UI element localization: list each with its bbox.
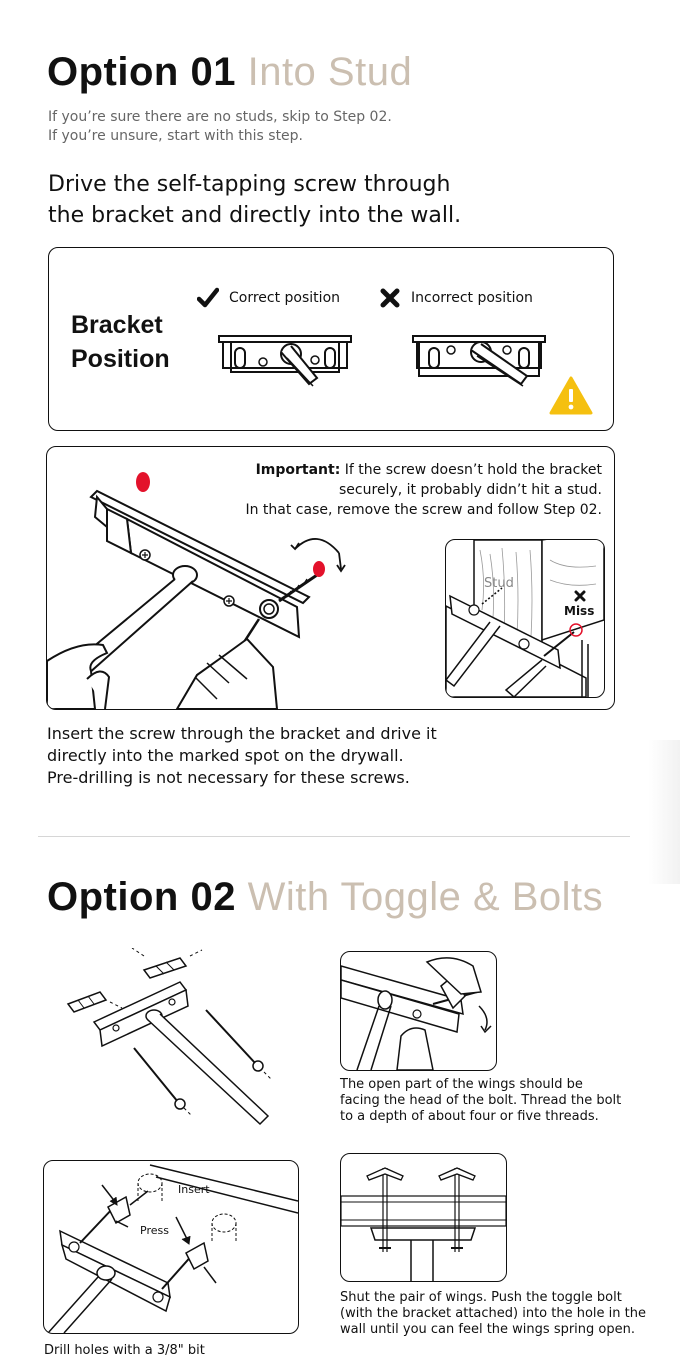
insert-press-panel (43, 1160, 299, 1334)
option1-title (47, 50, 412, 95)
option1-body (47, 723, 437, 789)
important-note (245, 460, 602, 520)
option1-body-line1: Insert the screw through the bracket and drive it (47, 724, 437, 743)
stud-label: Stud (484, 576, 514, 591)
insert-label: Insert (178, 1183, 210, 1196)
option1-lead-line2: the bracket and directly into the wall. (48, 203, 462, 228)
important-note-line2: securely, it probably didn’t hit a stud. (339, 482, 602, 498)
bracket-position-label-line1: Bracket (71, 311, 163, 339)
wings-spring-caption (340, 1290, 646, 1338)
drywall-mark-top (136, 472, 150, 492)
option1-title-light: Into Stud (247, 50, 413, 94)
drywall-mark-screw (313, 561, 325, 577)
press-label: Press (140, 1224, 169, 1237)
correct-bracket-illustration (217, 332, 353, 388)
incorrect-position-legend (379, 287, 533, 309)
wings-spring-panel (340, 1153, 507, 1282)
incorrect-position-label: Incorrect position (411, 290, 533, 306)
important-note-line1-text: If the screw doesn’t hold the bracket (340, 462, 602, 478)
wing-threading-caption-line1: The open part of the wings should be (340, 1077, 583, 1092)
wings-spring-caption-line3: wall until you can feel the wings spring open. (340, 1322, 635, 1337)
option1-note (48, 108, 392, 146)
warning-icon (549, 376, 593, 416)
drill-holes-caption-cut: Drill holes with a 3/8" bit (44, 1343, 205, 1358)
correct-position-legend (197, 287, 340, 309)
wings-spring-caption-line1: Shut the pair of wings. Push the toggle bolt (340, 1290, 622, 1305)
correct-position-label: Correct position (229, 290, 341, 306)
miss-label: Miss (564, 604, 595, 618)
miss-cross-icon (574, 590, 586, 602)
option2-title (47, 875, 603, 920)
option1-lead-line1: Drive the self-tapping screw through (48, 172, 451, 197)
option1-note-line2: If you’re unsure, start with this step. (48, 128, 304, 144)
bracket-position-box (48, 247, 614, 431)
bracket-position-label-line2: Position (71, 345, 170, 373)
stud-miss-inset (445, 539, 605, 698)
exploded-parts-illustration (60, 948, 290, 1148)
cross-icon (379, 287, 401, 309)
option1-title-bold: Option 01 (47, 50, 236, 94)
checkmark-icon (197, 287, 219, 309)
option1-body-line3: Pre-drilling is not necessary for these screws. (47, 768, 410, 787)
wing-threading-caption-line3: to a depth of about four or five threads. (340, 1109, 599, 1124)
wing-threading-caption-line2: facing the head of the bolt. Thread the bolt (340, 1093, 622, 1108)
important-label: Important: (255, 462, 341, 478)
wing-threading-panel (340, 951, 497, 1071)
wings-spring-caption-line2: (with the bracket attached) into the hole in the (340, 1306, 646, 1321)
section-divider (38, 836, 630, 837)
edge-shadow (648, 740, 680, 884)
option1-note-line1: If you’re sure there are no studs, skip to Step 02. (48, 109, 392, 125)
bracket-position-label (71, 308, 170, 376)
important-note-line1 (245, 460, 602, 480)
option2-title-bold: Option 02 (47, 875, 236, 919)
option2-title-light: With Toggle & Bolts (247, 875, 604, 919)
important-note-line3: In that case, remove the screw and follow Step 02. (245, 502, 602, 518)
drill-instruction-box (46, 446, 615, 710)
wing-threading-caption (340, 1077, 621, 1125)
option1-body-line2: directly into the marked spot on the drywall. (47, 746, 404, 765)
option1-lead (48, 169, 461, 231)
incorrect-bracket-illustration (411, 332, 547, 388)
